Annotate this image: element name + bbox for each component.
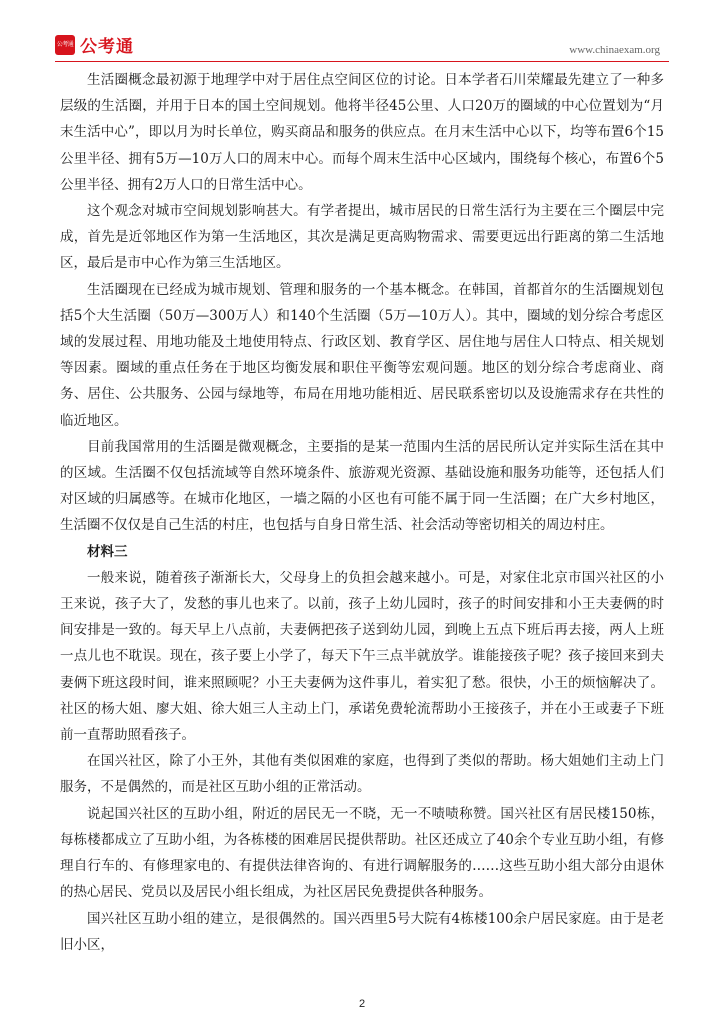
- section-title: 材料三: [87, 543, 128, 560]
- paragraph: 生活圈概念最初源于地理学中对于居住点空间区位的讨论。日本学者石川荣耀最先建立了一种多层级的生活圈，并用于日本的国土空间规划。他将半径45公里、人口20万的圈域的中心位置划为“月末生活中心”，即以月为时长单位，购买商品和服务的供应点。在月末生活中心以下，均等布置6个15公里半径、拥有5万—10万人口的周末中心。而每个周末生活中心区域内，围绕每个核心，布置6个5公里半径、拥有2万人口的日常生活中心。: [60, 72, 664, 193]
- site-url: www.chinaexam.org: [569, 44, 660, 56]
- logo: [55, 32, 134, 57]
- paragraph: 一般来说，随着孩子渐渐长大，父母身上的负担会越来越小。可是，对家住北京市国兴社区的小王来说，孩子大了，发愁的事儿也来了。以前，孩子上幼儿园时，孩子的时间安排和小王夫妻俩的时间安排是一致的。每天早上八点前，夫妻俩把孩子送到幼儿园，到晚上五点下班后再去接，两人上班一点儿也不耽误。现在，孩子要上小学了，每天下午三点半就放学。谁能接孩子呢？孩子接回来到夫妻俩下班这段时间，谁来照顾呢？小王夫妻俩为这件事儿，着实犯了愁。很快，小王的烦恼解决了。社区的杨大姐、廖大姐、徐大姐三人主动上门，承诺免费轮流帮助小王接孩子，并在小王或妻子下班前一直帮助照看孩子。: [60, 569, 664, 744]
- logo-badge: 公考通: [55, 35, 75, 55]
- logo-text: 公考通: [80, 37, 134, 57]
- header-divider: [55, 61, 669, 62]
- document-body: [60, 67, 664, 958]
- paragraph: 在国兴社区，除了小王外，其他有类似困难的家庭，也得到了类似的帮助。杨大姐她们主动上门服务，不是偶然的，而是社区互助小组的正常活动。: [60, 753, 664, 796]
- paragraph: 这个观念对城市空间规划影响甚大。有学者提出，城市居民的日常生活行为主要在三个圈层中完成，首先是近邻地区作为第一生活地区，其次是满足更高购物需求、需要更远出行距离的第二生活地区，最后是市中心作为第三生活地区。: [60, 203, 664, 272]
- paragraph: 目前我国常用的生活圈是微观概念，主要指的是某一范围内生活的居民所认定并实际生活在其中的区域。生活圈不仅包括流域等自然环境条件、旅游观光资源、基础设施和服务功能等，还包括人们对区域的归属感等。在城市化地区，一墙之隔的小区也有可能不属于同一生活圈；在广大乡村地区，生活圈不仅仅是自己生活的村庄，也包括与自身日常生活、社会活动等密切相关的周边村庄。: [60, 438, 664, 534]
- page-header: [0, 0, 724, 62]
- page-number: 2: [358, 998, 366, 1010]
- paragraph: 生活圈现在已经成为城市规划、管理和服务的一个基本概念。在韩国，首都首尔的生活圈规划包括5个大生活圈（50万—300万人）和140个生活圈（5万—10万人）。其中，圈域的划分综合考虑区域的发展过程、用地功能及土地使用特点、行政区划、教育学区、居住地与居住人口特点、相关规划等因素。圈域的重点任务在于地区均衡发展和职住平衡等宏观问题。地区的划分综合考虑商业、商务、居住、公共服务、公园与绿地等，布局在用地功能相近、居民联系密切以及设施需求存在共性的临近地区。: [60, 281, 664, 429]
- paragraph: 说起国兴社区的互助小组，附近的居民无一不晓，无一不啧啧称赞。国兴社区有居民楼150栋，每栋楼都成立了互助小组，为各栋楼的困难居民提供帮助。社区还成立了40余个专业互助小组，有修理自行车的、有修理家电的、有提供法律咨询的、有进行调解服务的……这些互助小组大部分由退休的热心居民、党员以及居民小组长组成，为社区居民免费提供各种服务。: [60, 805, 664, 901]
- paragraph: 国兴社区互助小组的建立，是很偶然的。国兴西里5号大院有4栋楼100余户居民家庭。由于是老旧小区，: [60, 910, 664, 953]
